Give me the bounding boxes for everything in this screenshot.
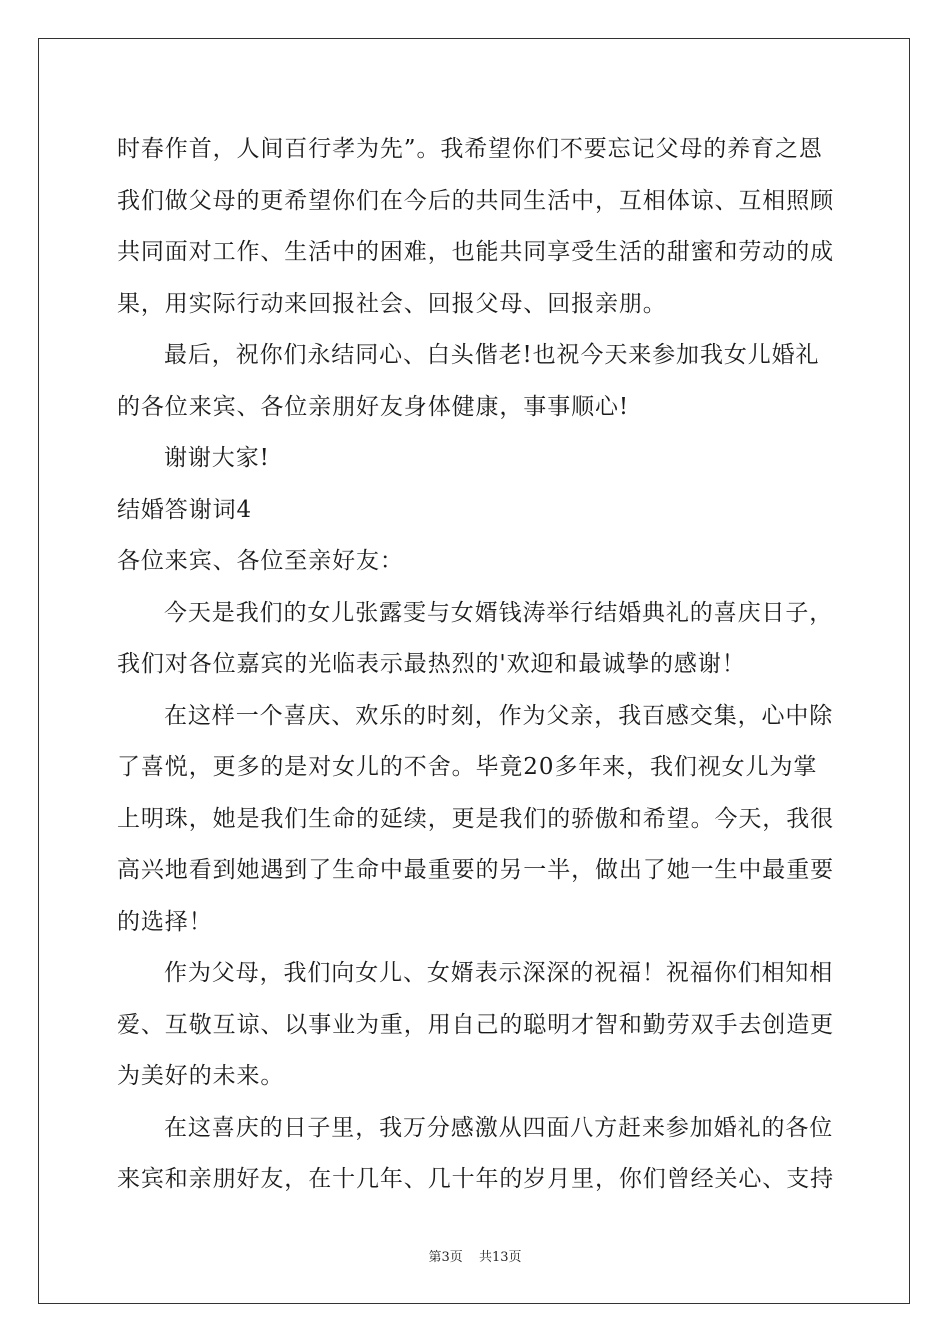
document-body [117,124,837,1206]
text-line: 高兴地看到她遇到了生命中最重要的另一半，做出了她一生中最重要 [117,857,834,883]
text-line: 共同面对工作、生活中的困难，也能共同享受生活的甜蜜和劳动的成 [117,239,834,265]
text-line: 上明珠，她是我们生命的延续，更是我们的骄傲和希望。今天，我很 [117,805,834,832]
text-line: 的选择！ [117,908,213,935]
text-line: 为美好的未来。 [117,1063,285,1089]
text-line: 我们对各位嘉宾的光临表示最热烈的'欢迎和最诚挚的感谢！ [117,651,746,677]
text-line: 谢谢大家! [164,445,270,471]
text-line: 在这喜庆的日子里，我万分感激从四面八方赶来参加婚礼的各位 [164,1114,834,1141]
section-heading: 结婚答谢词4 [117,496,253,523]
text-line: 的各位来宾、各位亲朋好友身体健康，事事顺心! [117,393,630,420]
page-footer [0,1246,950,1265]
page-total: 共13页 [478,1250,522,1265]
page-number: 第3页 [428,1250,463,1265]
text-line: 作为父母，我们向女儿、女婿表示深深的祝福！祝福你们相知相 [164,960,834,986]
text-line: 最后，祝你们永结同心、白头偕老!也祝今天来参加我女儿婚礼 [164,342,820,368]
text-line: 我们做父母的更希望你们在今后的共同生活中，互相体谅、互相照顾 [117,187,834,214]
text-line: 果，用实际行动来回报社会、回报父母、回报亲朋。 [117,290,667,317]
text-line: 来宾和亲朋好友，在十几年、几十年的岁月里，你们曾经关心、支持 [117,1166,834,1192]
text-line: 今天是我们的女儿张露雯与女婿钱涛举行结婚典礼的喜庆日子， [164,599,834,626]
text-line: 爱、互敬互谅、以事业为重，用自己的聪明才智和勤劳双手去创造更 [117,1011,834,1038]
text-line: 时春作首，人间百行孝为先”。我希望你们不要忘记父母的养育之恩 [117,136,823,162]
salutation: 各位来宾、各位至亲好友： [117,548,404,574]
text-line: 了喜悦，更多的是对女儿的不舍。毕竟20多年来，我们视女儿为掌 [117,754,818,780]
text-line: 在这样一个喜庆、欢乐的时刻，作为父亲，我百感交集，心中除 [164,702,834,729]
